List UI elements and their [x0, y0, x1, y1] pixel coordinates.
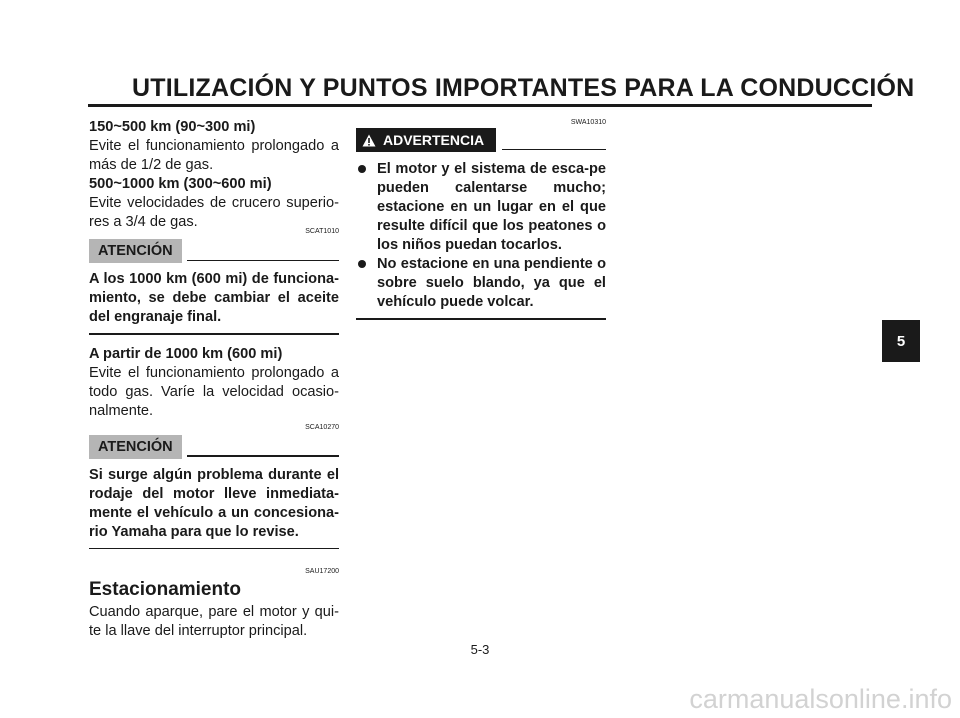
notice-text: A los 1000 km (600 mi) de funciona-miento, se debe cambiar el aceite del engranaje final.	[89, 271, 339, 325]
left-column	[89, 118, 339, 641]
notice-divider	[187, 455, 339, 457]
notice-end-rule	[89, 333, 339, 335]
notice-box	[89, 227, 339, 335]
notice-label: ATENCIÓN	[89, 435, 182, 459]
section-heading: 150~500 km (90~300 mi)	[89, 119, 256, 135]
paragraph: Evite el funcionamiento prolongado a más de 1/2 de gas.	[89, 138, 339, 173]
section-heading: A partir de 1000 km (600 mi)	[89, 345, 283, 362]
notice-label: ATENCIÓN	[89, 239, 182, 263]
page-title: UTILIZACIÓN Y PUNTOS IMPORTANTES PARA LA CONDUCCIÓN	[132, 74, 915, 102]
chapter-tab: 5	[882, 320, 920, 362]
bullet-icon	[358, 260, 366, 268]
paragraph: Evite velocidades de crucero superio-res a 3/4 de gas.	[89, 195, 339, 230]
section-title: Estacionamiento	[89, 579, 242, 600]
list-item	[356, 160, 606, 255]
warning-label-text: ADVERTENCIA	[383, 132, 485, 148]
notice-box	[89, 423, 339, 550]
warning-divider	[502, 149, 606, 151]
list-item-text: El motor y el sistema de esca-pe pueden calentarse mucho; estacione en un lugar en el que resulte difícil que los peatones o los niños puedan tocarlos.	[377, 161, 606, 253]
watermark: carmanualsonline.info	[689, 684, 952, 714]
reference-code: SAU17200	[305, 568, 339, 575]
notice-divider	[187, 260, 339, 262]
list-item	[356, 255, 606, 312]
paragraph: Evite el funcionamiento prolongado a todo gas. Varíe la velocidad ocasio-nalmente.	[89, 364, 339, 419]
warning-triangle-icon	[362, 134, 376, 147]
warning-list	[356, 160, 606, 312]
reference-code: SCA10270	[305, 423, 339, 431]
notice-end-rule	[89, 548, 339, 550]
paragraph: Cuando aparque, pare el motor y qui-te la llave del interruptor principal.	[89, 604, 339, 639]
bullet-icon	[358, 165, 366, 173]
parking-section	[89, 567, 339, 641]
list-item-text: No estacione en una pendiente o sobre suelo blando, ya que el vehículo puede volcar.	[377, 256, 606, 310]
notice-header	[89, 435, 339, 459]
warning-header	[356, 128, 606, 152]
warning-end-rule	[356, 318, 606, 320]
page-number: 5-3	[470, 642, 490, 657]
notice-text: Si surge algún problema durante el rodaje del motor lleve inmediata-mente el vehículo a un concesiona-rio Yamaha para que lo revise.	[89, 466, 339, 540]
section-heading: 500~1000 km (300~600 mi)	[89, 176, 272, 192]
reference-code: SWA10310	[570, 119, 606, 126]
warning-label	[356, 128, 496, 152]
notice-header	[89, 239, 339, 263]
header-rule	[88, 104, 872, 107]
reference-code: SCAT1010	[305, 228, 339, 235]
right-column	[356, 118, 606, 330]
